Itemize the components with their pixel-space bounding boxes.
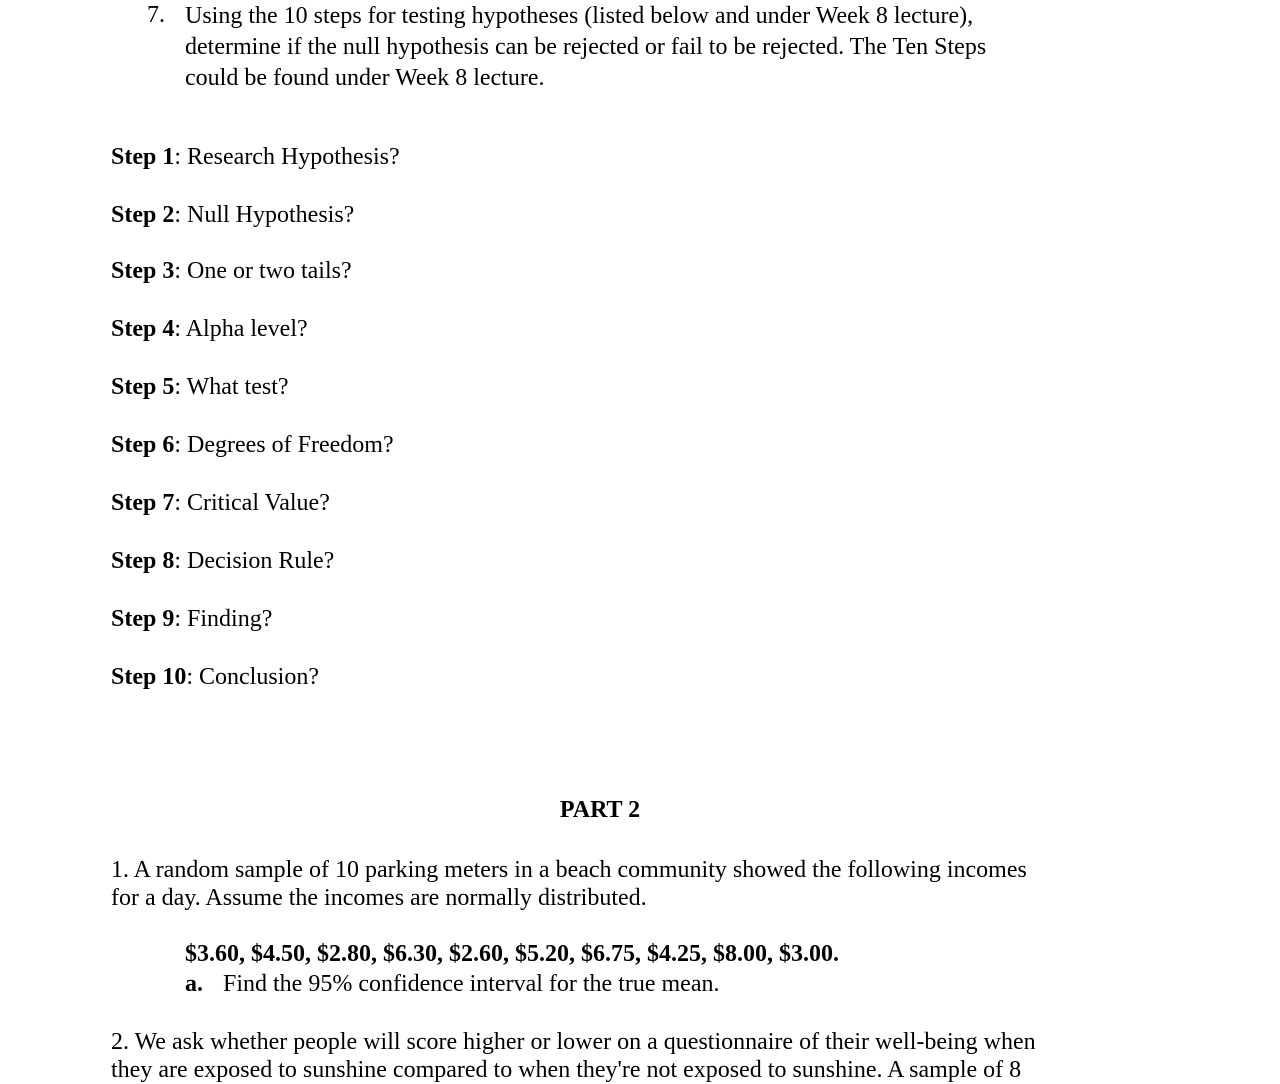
question-line: for a day. Assume the incomes are normally distributed.: [111, 885, 647, 911]
step-text: : Alpha level?: [174, 316, 308, 342]
step-6: [111, 433, 394, 457]
step-5: [111, 375, 289, 399]
step-4: [111, 317, 308, 341]
step-text: : Null Hypothesis?: [174, 202, 355, 228]
part-2-question-2: [111, 1028, 1101, 1084]
step-1: [111, 145, 400, 169]
income-data: $3.60, $4.50, $2.80, $6.30, $2.60, $5.20, $6.75, $4.25, $8.00, $3.00.: [185, 941, 839, 967]
step-label: Step 3: [111, 258, 175, 284]
question-7-line: Using the 10 steps for testing hypotheses (listed below and under Week 8 lecture),: [185, 3, 974, 29]
step-text: : What test?: [174, 374, 289, 400]
step-label: Step 8: [111, 548, 175, 574]
step-9: [111, 607, 272, 631]
step-7: [111, 491, 330, 515]
sub-question-a-text: Find the 95% confidence interval for the true mean.: [223, 971, 720, 997]
step-text: : Conclusion?: [186, 664, 319, 690]
part-2-question-1: [111, 856, 1091, 912]
step-label: Step 2: [111, 202, 175, 228]
step-text: : Finding?: [174, 606, 273, 632]
step-label: Step 6: [111, 432, 175, 458]
question-7-number: 7.: [147, 2, 165, 28]
step-label: Step 10: [111, 664, 187, 690]
step-text: : One or two tails?: [174, 258, 352, 284]
part-2-heading: PART 2: [559, 797, 641, 823]
question-line: 1. A random sample of 10 parking meters in a beach community showed the following incomes: [111, 857, 1027, 883]
step-3: [111, 259, 352, 283]
step-text: : Decision Rule?: [174, 548, 335, 574]
question-line: 2. We ask whether people will score higher or lower on a questionnaire of their well-being when: [111, 1029, 1036, 1055]
sub-question-a-label: a.: [185, 971, 203, 997]
step-label: Step 5: [111, 374, 175, 400]
step-2: [111, 203, 354, 227]
step-label: Step 1: [111, 144, 175, 170]
question-7-line: determine if the null hypothesis can be rejected or fail to be rejected. The Ten Steps: [185, 34, 987, 60]
step-8: [111, 549, 334, 573]
question-7-line: could be found under Week 8 lecture.: [185, 65, 545, 91]
step-label: Step 7: [111, 490, 175, 516]
step-label: Step 4: [111, 316, 175, 342]
step-10: [111, 665, 319, 689]
step-text: : Research Hypothesis?: [174, 144, 400, 170]
question-7-text: [185, 3, 1065, 96]
step-text: : Degrees of Freedom?: [174, 432, 394, 458]
step-label: Step 9: [111, 606, 175, 632]
step-text: : Critical Value?: [174, 490, 330, 516]
question-line: they are exposed to sunshine compared to when they're not exposed to sunshine. A sample of 8: [111, 1057, 1022, 1083]
